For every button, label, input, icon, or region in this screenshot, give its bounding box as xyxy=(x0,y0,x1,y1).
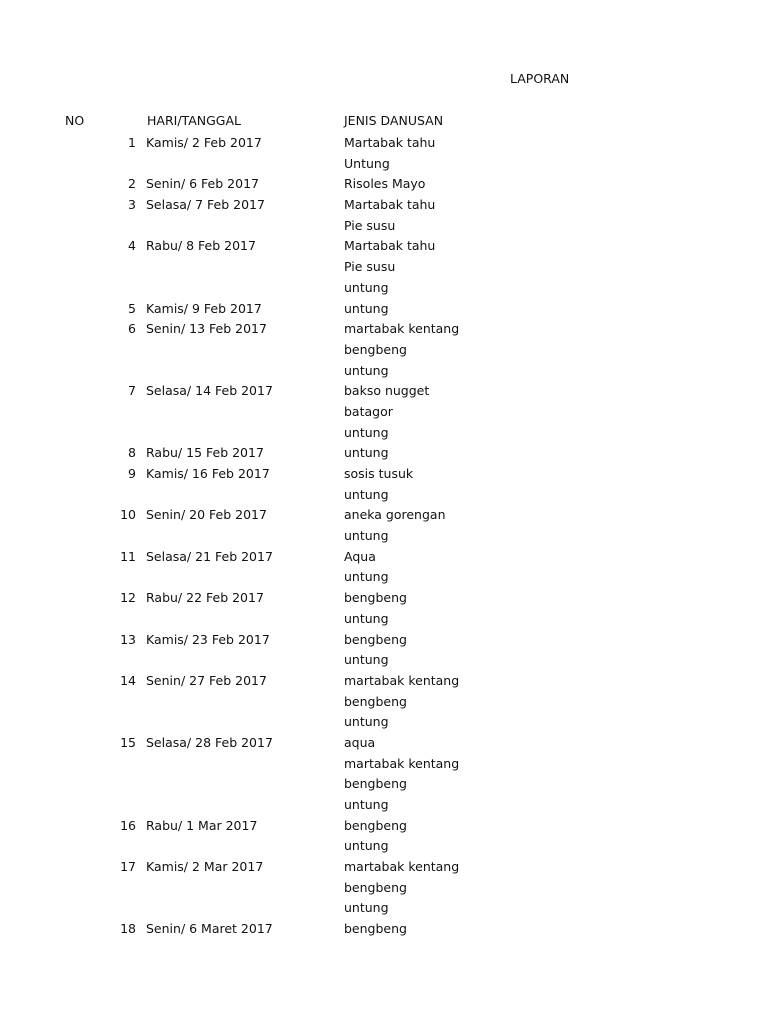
row-day-date: Kamis/ 2 Mar 2017 xyxy=(146,859,264,875)
table-row xyxy=(0,712,768,733)
table-row xyxy=(0,733,768,754)
row-day-date: Rabu/ 8 Feb 2017 xyxy=(146,238,256,254)
row-item: martabak kentang xyxy=(344,859,460,875)
row-item: Aqua xyxy=(344,548,376,564)
row-number: 12 xyxy=(120,590,136,606)
table-row xyxy=(0,174,768,195)
row-day-date: Rabu/ 22 Feb 2017 xyxy=(146,590,264,606)
header-jenis-danusan: JENIS DANUSAN xyxy=(344,113,444,128)
row-item: untung xyxy=(344,424,389,440)
table-row xyxy=(0,402,768,423)
table-row xyxy=(0,133,768,154)
row-day-date: Kamis/ 23 Feb 2017 xyxy=(146,631,270,647)
row-number: 4 xyxy=(128,238,136,254)
row-number: 11 xyxy=(120,548,136,564)
row-day-date: Rabu/ 1 Mar 2017 xyxy=(146,817,258,833)
table-row xyxy=(0,795,768,816)
report-rows xyxy=(0,133,768,940)
table-row xyxy=(0,195,768,216)
table-row xyxy=(0,361,768,382)
row-item: aneka gorengan xyxy=(344,507,446,523)
table-row xyxy=(0,816,768,837)
row-number: 7 xyxy=(128,383,136,399)
row-day-date: Senin/ 6 Maret 2017 xyxy=(146,921,273,937)
row-day-date: Selasa/ 28 Feb 2017 xyxy=(146,734,273,750)
row-item: bengbeng xyxy=(344,590,407,606)
table-row xyxy=(0,692,768,713)
row-item: untung xyxy=(344,900,389,916)
table-row xyxy=(0,609,768,630)
table-row xyxy=(0,236,768,257)
row-item: Martabak tahu xyxy=(344,135,436,150)
row-number: 10 xyxy=(120,507,136,523)
row-number: 16 xyxy=(120,817,136,833)
row-number: 17 xyxy=(120,859,136,875)
row-day-date: Selasa/ 7 Feb 2017 xyxy=(146,197,265,213)
row-number: 13 xyxy=(120,631,136,647)
row-number: 18 xyxy=(120,921,136,937)
row-number: 8 xyxy=(128,445,136,461)
row-item: bengbeng xyxy=(344,693,407,709)
row-day-date: Senin/ 20 Feb 2017 xyxy=(146,507,267,523)
row-item: untung xyxy=(344,300,389,316)
row-item: bengbeng xyxy=(344,341,407,357)
row-number: 15 xyxy=(120,734,136,750)
row-item: bakso nugget xyxy=(344,383,430,399)
table-row xyxy=(0,299,768,320)
table-row xyxy=(0,526,768,547)
table-row xyxy=(0,588,768,609)
row-item: Pie susu xyxy=(344,217,396,233)
row-item: untung xyxy=(344,652,389,668)
table-row xyxy=(0,443,768,464)
row-item: martabak kentang xyxy=(344,755,460,771)
table-row xyxy=(0,278,768,299)
row-day-date: Senin/ 13 Feb 2017 xyxy=(146,321,267,337)
row-item: untung xyxy=(344,362,389,378)
row-item: untung xyxy=(344,838,389,854)
row-item: Martabak tahu xyxy=(344,197,436,213)
row-day-date: Kamis/ 2 Feb 2017 xyxy=(146,135,262,150)
row-item: sosis tusuk xyxy=(344,466,414,481)
table-row xyxy=(0,423,768,444)
row-item: bengbeng xyxy=(344,921,407,937)
row-day-date: Selasa/ 14 Feb 2017 xyxy=(146,383,273,399)
row-item: untung xyxy=(344,714,389,730)
table-row xyxy=(0,567,768,588)
table-row xyxy=(0,774,768,795)
table-row xyxy=(0,630,768,651)
row-number: 2 xyxy=(128,176,136,192)
table-row xyxy=(0,857,768,878)
row-item: untung xyxy=(344,569,389,585)
table-row xyxy=(0,485,768,506)
row-number: 6 xyxy=(128,321,136,337)
row-item: martabak kentang xyxy=(344,672,460,688)
row-item: Untung xyxy=(344,155,390,171)
row-day-date: Rabu/ 15 Feb 2017 xyxy=(146,445,264,461)
row-item: bengbeng xyxy=(344,631,407,647)
table-row xyxy=(0,216,768,237)
row-item: bengbeng xyxy=(344,879,407,895)
report-title: LAPORAN xyxy=(510,71,570,86)
row-item: Martabak tahu xyxy=(344,238,436,254)
table-row xyxy=(0,919,768,940)
table-row xyxy=(0,898,768,919)
row-item: Risoles Mayo xyxy=(344,176,426,192)
table-row xyxy=(0,650,768,671)
row-day-date: Kamis/ 16 Feb 2017 xyxy=(146,466,270,481)
table-row xyxy=(0,154,768,175)
table-row xyxy=(0,671,768,692)
row-item: Pie susu xyxy=(344,259,396,275)
table-row xyxy=(0,464,768,485)
row-item: untung xyxy=(344,445,389,461)
table-row xyxy=(0,319,768,340)
row-day-date: Senin/ 6 Feb 2017 xyxy=(146,176,259,192)
row-item: bengbeng xyxy=(344,817,407,833)
row-number: 1 xyxy=(128,135,136,150)
row-day-date: Kamis/ 9 Feb 2017 xyxy=(146,300,262,316)
row-number: 5 xyxy=(128,300,136,316)
row-day-date: Senin/ 27 Feb 2017 xyxy=(146,672,267,688)
row-number: 14 xyxy=(120,672,136,688)
row-number: 9 xyxy=(128,466,136,481)
row-item: bengbeng xyxy=(344,776,407,792)
row-item: untung xyxy=(344,486,389,502)
table-row xyxy=(0,878,768,899)
table-row xyxy=(0,340,768,361)
row-item: batagor xyxy=(344,403,393,419)
row-item: untung xyxy=(344,610,389,626)
table-row xyxy=(0,836,768,857)
row-item: untung xyxy=(344,797,389,812)
table-row xyxy=(0,257,768,278)
row-item: untung xyxy=(344,528,389,544)
table-row xyxy=(0,505,768,526)
table-row xyxy=(0,381,768,402)
table-row xyxy=(0,547,768,568)
table-row xyxy=(0,754,768,775)
row-number: 3 xyxy=(128,197,136,213)
row-day-date: Selasa/ 21 Feb 2017 xyxy=(146,548,273,564)
row-item: martabak kentang xyxy=(344,321,460,337)
row-item: untung xyxy=(344,279,389,295)
row-item: aqua xyxy=(344,734,376,750)
header-no: NO xyxy=(65,113,85,128)
header-day-date: HARI/TANGGAL xyxy=(147,113,241,128)
